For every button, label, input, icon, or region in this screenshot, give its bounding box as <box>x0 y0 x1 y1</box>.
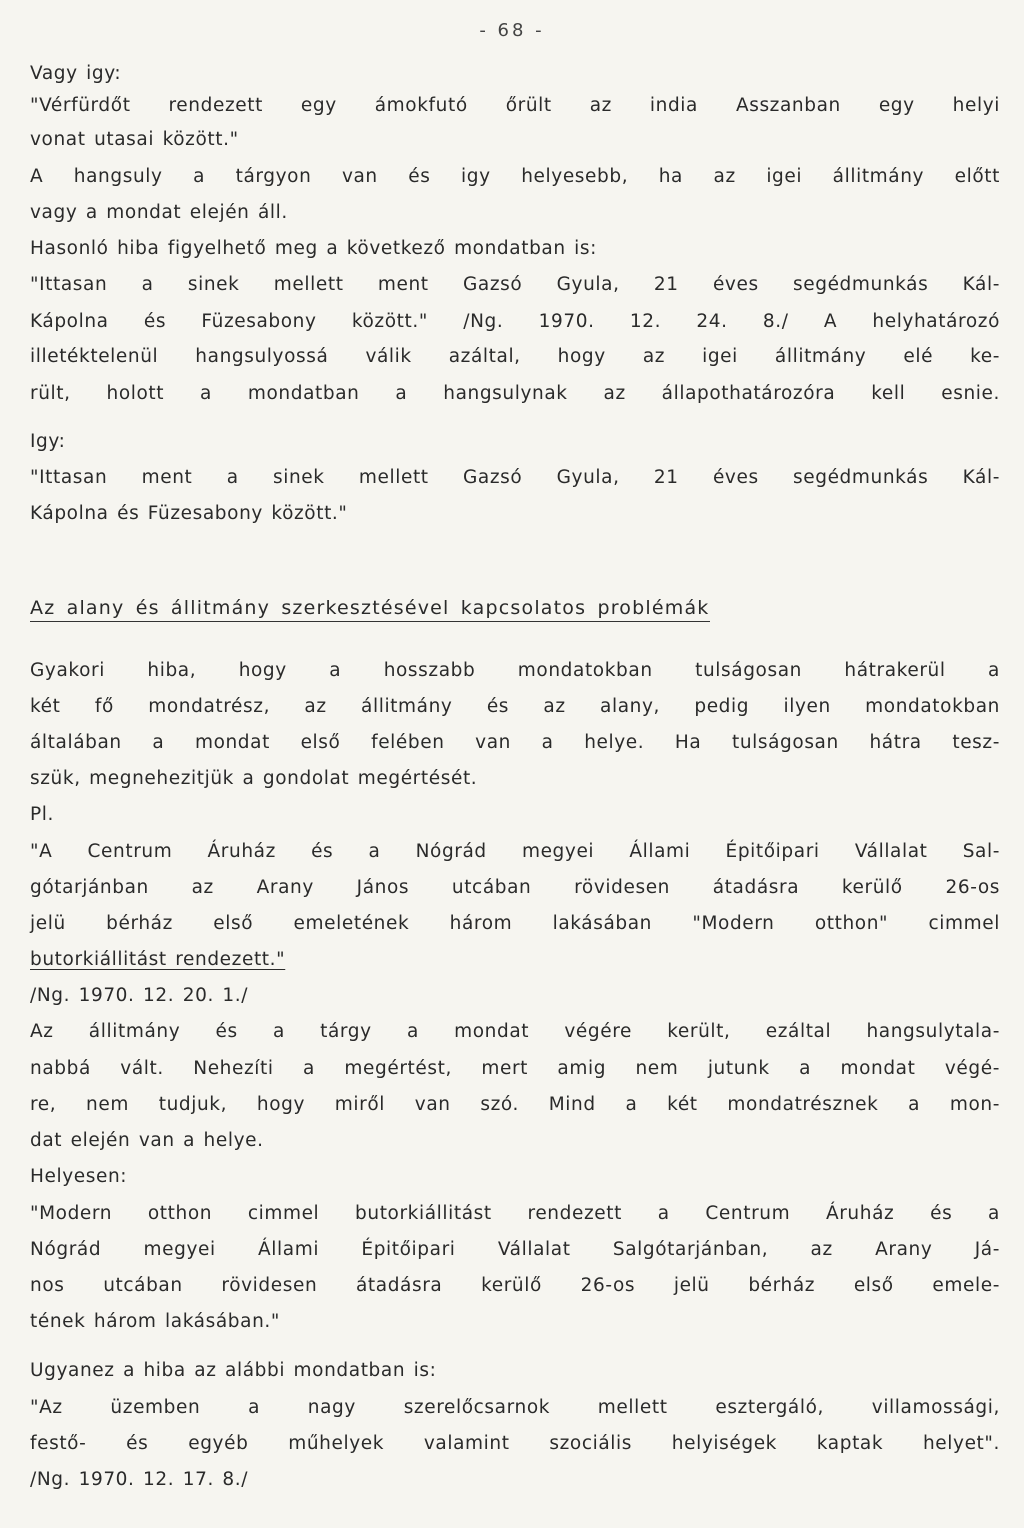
text-line: nabbá vált. Nehezíti a megértést, mert amig nem jutunk a mondat végé- <box>30 1058 1000 1079</box>
text-line: re, nem tudjuk, hogy miről van szó. Mind a két mondatrésznek a mon- <box>30 1094 1000 1115</box>
text-line: "Modern otthon cimmel butorkiállitást rendezett a Centrum Áruház és a <box>30 1203 1000 1224</box>
text-line: "Ittasan ment a sinek mellett Gazsó Gyula, 21 éves segédmunkás Kál- <box>30 467 1000 488</box>
text-line: szük, megnehezitjük a gondolat megértését. <box>30 768 478 789</box>
text-line: két fő mondatrész, az állitmány és az alany, pedig ilyen mondatokban <box>30 696 1000 717</box>
text-line: butorkiállitást rendezett." <box>30 949 286 970</box>
text-line: Helyesen: <box>30 1166 128 1187</box>
text-line: Ugyanez a hiba az alábbi mondatban is: <box>30 1360 437 1381</box>
text-line: /Ng. 1970. 12. 20. 1./ <box>30 985 249 1006</box>
text-line: Pl. <box>30 804 54 825</box>
text-line: "Az üzemben a nagy szerelőcsarnok mellett esztergáló, villamossági, <box>30 1397 1000 1418</box>
text-line: A hangsuly a tárgyon van és igy helyesebb, ha az igei állitmány előtt <box>30 166 1000 187</box>
text-line: Az állitmány és a tárgy a mondat végére került, ezáltal hangsulytala- <box>30 1021 1000 1042</box>
text-line: jelü bérház első emeletének három lakásában "Modern otthon" cimmel <box>30 913 1000 934</box>
text-line: Nógrád megyei Állami Épitőipari Vállalat Salgótarjánban, az Arany Já- <box>30 1239 1000 1260</box>
text-line: /Ng. 1970. 12. 17. 8./ <box>30 1469 249 1490</box>
text-line: általában a mondat első felében van a helye. Ha tulságosan hátra tesz- <box>30 732 1000 753</box>
text-line: "Vérfürdőt rendezett egy ámokfutó őrült az india Asszanban egy helyi <box>30 95 1000 116</box>
text-line: gótarjánban az Arany János utcában rövidesen átadásra kerülő 26-os <box>30 877 1000 898</box>
text-line: rült, holott a mondatban a hangsulynak az állapothatározóra kell esnie. <box>30 383 1000 404</box>
text-line: Vagy igy: <box>30 63 122 84</box>
text-line: Kápolna és Füzesabony között." /Ng. 1970. 12. 24. 8./ A helyhatározó <box>30 311 1000 332</box>
text-line: Kápolna és Füzesabony között." <box>30 503 348 524</box>
text-line: nos utcában rövidesen átadásra kerülő 26-os jelü bérház első emele- <box>30 1275 1000 1296</box>
text-line: vonat utasai között." <box>30 129 239 150</box>
section-heading: Az alany és állitmány szerkesztésével kapcsolatos problémák <box>30 597 710 622</box>
text-line: Hasonló hiba figyelhető meg a következő mondatban is: <box>30 238 597 259</box>
text-line: "Ittasan a sinek mellett ment Gazsó Gyula, 21 éves segédmunkás Kál- <box>30 274 1000 295</box>
text-line: dat elején van a helye. <box>30 1130 264 1151</box>
text-line: tének három lakásában." <box>30 1311 280 1332</box>
text-line: vagy a mondat elején áll. <box>30 202 288 223</box>
text-line: "A Centrum Áruház és a Nógrád megyei Állami Épitőipari Vállalat Sal- <box>30 841 1000 862</box>
text-line: festő- és egyéb műhelyek valamint szociális helyiségek kaptak helyet". <box>30 1433 1000 1454</box>
page-number: - 68 - <box>479 20 545 41</box>
text-line: illetéktelenül hangsulyossá válik azáltal, hogy az igei állitmány elé ke- <box>30 346 1000 367</box>
text-line: Igy: <box>30 431 66 452</box>
text-line: Gyakori hiba, hogy a hosszabb mondatokban tulságosan hátrakerül a <box>30 660 1000 681</box>
